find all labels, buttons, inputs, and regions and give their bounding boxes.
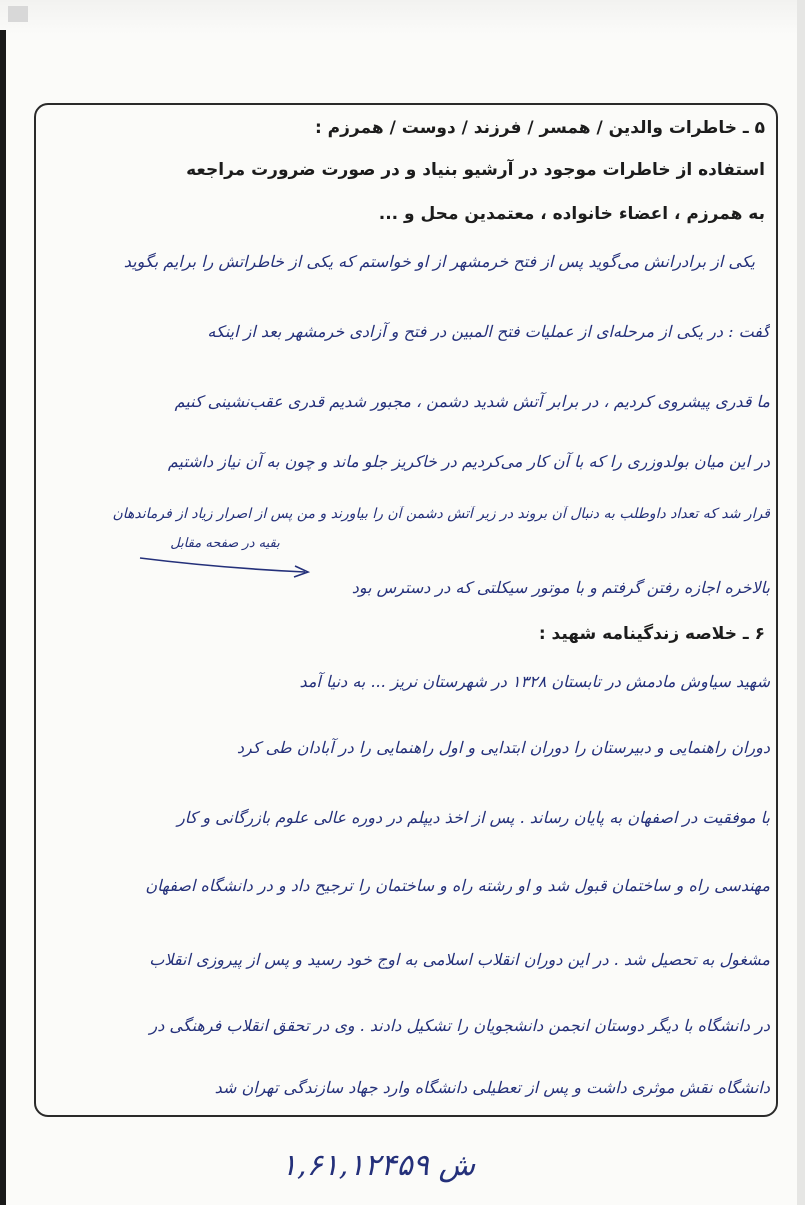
section5-instruction-line2: به همرزم ، اعضاء خانواده ، معتمدین محل و ... — [378, 204, 765, 224]
section6-handwritten-line-6: در دانشگاه با دیگر دوستان انجمن دانشجویان را تشکیل دادند . وی در تحقق انقلاب فرهنگی در — [149, 1016, 770, 1035]
section5-handwritten-line-4: در این میان بولدوزری را که با آن کار می‌کردیم در خاکریز جلو ماند و چون به آن نیاز داشتیم — [167, 452, 770, 471]
scan-corner-mark — [8, 6, 28, 22]
section6-handwritten-line-7: دانشگاه نقش موثری داشت و پس از تعطیلی دانشگاه وارد جهاد سازندگی تهران شد — [214, 1078, 770, 1097]
section6-handwritten-line-4: مهندسی راه و ساختمان قبول شد و او رشته راه و ساختمان را ترجیح داد و در دانشگاه اصفهان — [145, 876, 770, 895]
section6-handwritten-line-3: با موفقیت در اصفهان به پایان رساند . پس از اخذ دیپلم در دوره عالی علوم بازرگانی و کار — [177, 808, 770, 827]
section5-heading: ۵ ـ خاطرات والدین / همسر / فرزند / دوست / همرزم : — [314, 118, 765, 138]
archive-code: ش ۱,۶۱,۱۲۴۵۹ — [280, 1148, 476, 1183]
section5-instruction-line1: استفاده از خاطرات موجود در آرشیو بنیاد و در صورت ضرورت مراجعه — [186, 160, 765, 180]
section5-handwritten-line-5: قرار شد که تعداد داوطلب به دنبال آن بروند در زیر آتش دشمن آن را بیاورند و من پس از اصرار زیاد از فرماندهان — [112, 506, 770, 522]
section5-handwritten-line-2: گفت : در یکی از مرحله‌ای از عملیات فتح المبین در فتح و آزادی خرمشهر بعد از اینکه — [207, 322, 770, 341]
section5-handwritten-line-3: ما قدری پیشروی کردیم ، در برابر آتش شدید دشمن ، مجبور شدیم قدری عقب‌نشینی کنیم — [174, 392, 770, 411]
section6-handwritten-line-2: دوران راهنمایی و دبیرستان را دوران ابتدایی و اول راهنمایی را در آبادان طی کرد — [236, 738, 770, 757]
section5-handwritten-line-1: یکی از برادرانش می‌گوید پس از فتح خرمشهر از او خواستم که یکی از خاطراتش را برایم بگوید — [123, 252, 755, 271]
scan-left-edge — [0, 30, 6, 1205]
section6-heading: ۶ ـ خلاصه زندگینامه شهید : — [538, 624, 765, 644]
continued-on-opposite-page-note: بقیه در صفحه مقابل — [170, 536, 280, 551]
section6-handwritten-line-1: شهید سیاوش مادمش در تابستان ۱۳۲۸ در شهرستان نریز ... به دنیا آمد — [299, 672, 770, 691]
scan-right-edge — [797, 0, 805, 1205]
scan-top-shading — [0, 0, 805, 34]
section6-handwritten-line-5: مشغول به تحصیل شد . در این دوران انقلاب اسلامی به اوج خود رسید و پس از پیروزی انقلاب — [149, 950, 770, 969]
section5-handwritten-line-6: بالاخره اجازه رفتن گرفتم و با موتور سیکلتی که در دسترس بود — [351, 578, 770, 597]
